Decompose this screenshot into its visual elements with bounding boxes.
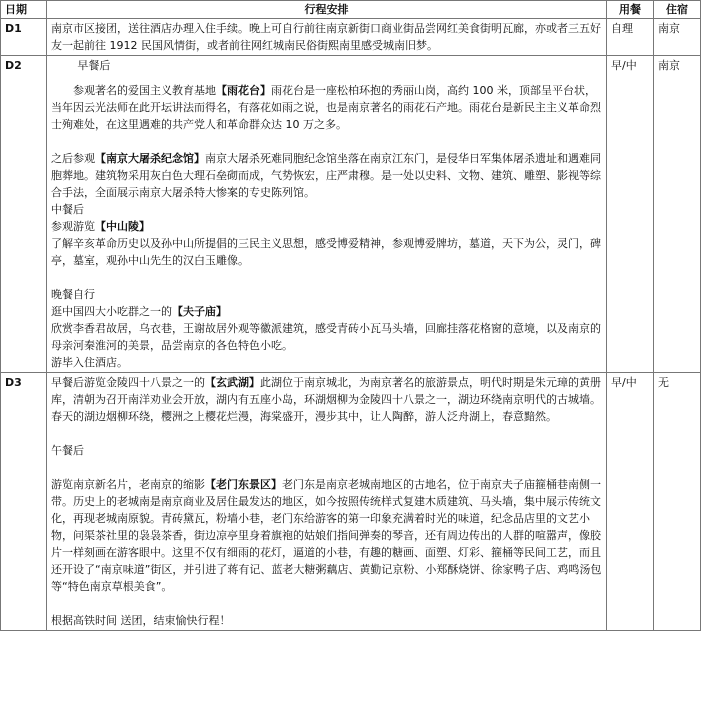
day-label: D3: [1, 373, 47, 631]
text: 逛中国四大小吃群之一的: [51, 305, 172, 318]
text: 之后参观: [51, 152, 95, 165]
header-plan: 行程安排: [47, 1, 607, 19]
day-row-d2: [1, 56, 701, 373]
header-date: 日期: [1, 1, 47, 19]
header-meal: 用餐: [607, 1, 654, 19]
attraction-name: 【雨花台】: [216, 84, 271, 97]
text: 南京大屠杀死难同胞纪念馆坐落在南京江东门，是侵华日军集体屠杀遗址和遇难同胞葬地。建筑物采用灰白色大理石垒砌而成，气势恢宏，庄严肃穆。是一处以史料、文物、建筑、雕塑、影视等综合手法，全面展示南京大屠杀特大惨案的专史陈列馆。: [51, 152, 601, 199]
attraction-name: 【中山陵】: [95, 220, 150, 233]
plan-paragraph: [51, 218, 602, 235]
day-label: D1: [1, 19, 47, 56]
spacer: [51, 595, 602, 612]
plan-paragraph: [51, 303, 602, 320]
day-plan: [47, 56, 607, 373]
text: 此湖位于南京城北，为南京著名的旅游景点，明代时期是朱元璋的黄册库，清朝为召开南洋劝业会开放，湖内有五座小岛，环湖烟柳为金陵四十八景之一，湖边环绕南京明代的古城墙。春天的湖边烟柳环绕，樱洲之上樱花烂漫，海棠盛开，漫步其中，让人陶醉，游人泛舟湖上，春意黯然。: [51, 376, 601, 423]
attraction-name: 【老门东景区】: [205, 478, 282, 491]
day-plan: [47, 19, 607, 56]
lunch-label: 中餐后: [51, 203, 84, 216]
stay-cell: 南京: [654, 19, 701, 56]
plan-paragraph: 游毕入住酒店。: [51, 356, 128, 369]
day-row-d1: [1, 19, 701, 56]
plan-paragraph: 了解辛亥革命历史以及孙中山所提倡的三民主义思想，感受博爱精神，参观博爱牌坊，墓道，天下为公，灵门，碑亭，墓室，观孙中山先生的汉白玉雕像。: [51, 237, 601, 267]
spacer: [51, 425, 602, 442]
plan-paragraph: [51, 150, 602, 201]
meal-cell: 早/中: [607, 373, 654, 631]
meal-cell: 早/中: [607, 56, 654, 373]
header-stay: 住宿: [654, 1, 701, 19]
attraction-name: 【夫子庙】: [172, 305, 227, 318]
spacer: [51, 133, 602, 150]
text: 雨花台是一座松柏环抱的秀丽山岗，高约 100 米，顶部呈平台状，当年因云光法师在此开坛讲法而得名，有落花如雨之说，也是南京著名的雨花石产地。雨花台是新民主主义革命烈士殉难处，在这里遇难的共产党人和革命群众达 10 万之多。: [51, 84, 601, 131]
text: 老门东是南京老城南地区的古地名，位于南京夫子庙箍桶巷南侧一带。历史上的老城南是南京商业及居住最发达的地区，如今按照传统样式复建木质建筑、马头墙，集中展示传统文化，再现老城南原貌。青砖黛瓦，粉墙小巷，老门东给游客的第一印象充满着时光的味道，纪念品店里的文艺小物，问渠茶社里的袅袅茶香，街边凉亭里身着旗袍的姑娘们指间弹奏的琴音，还有周边传出的人群的喧嚣声，像胶片一样刻画在游客眼中。这里不仅有细雨的花灯，逼道的小巷，有趣的糖画、面塑、灯彩、箍桶等民间工艺，而且还开设了“南京味道”街区，并引进了蒋有记、蓝老大糖粥藕店、黄勤记京粉、小郑酥烧饼、徐家鸭子店、鸡鸣汤包等“特色南京草根美食”。: [51, 478, 602, 593]
day-label: D2: [1, 56, 47, 373]
day-row-d3: [1, 373, 701, 631]
text: 游览南京新名片，老南京的缩影: [51, 478, 205, 491]
attraction-name: 【南京大屠杀纪念馆】: [95, 152, 205, 165]
meal-cell: 自理: [607, 19, 654, 56]
dinner-label: 晚餐自行: [51, 288, 95, 301]
stay-cell: 无: [654, 373, 701, 631]
plan-paragraph: 欣赏李香君故居，乌衣巷，王谢故居外观等徽派建筑，感受青砖小瓦马头墙，回廊挂落花格窗的意境，以及南京的母亲河秦淮河的美景，品尝南京的各色特色小吃。: [51, 322, 601, 352]
day-plan: [47, 373, 607, 631]
plan-paragraph: 南京市区接团，送往酒店办理入住手续。晚上可自行前往南京新街口商业街品尝网红美食街明瓦廊，亦或者三五好友一起前往 1912 民国风情街，或者前往网红城南民俗街熙南里感受城南旧梦。: [51, 22, 601, 52]
closing-line: 根据高铁时间 送团，结束愉快行程！: [51, 614, 231, 627]
spacer: [51, 459, 602, 476]
breakfast-label: 早餐后: [77, 59, 111, 72]
text: 参观著名的爱国主义教育基地: [73, 84, 216, 97]
plan-paragraph: [51, 476, 602, 595]
attraction-name: 【玄武湖】: [205, 376, 260, 389]
text: 参观游览: [51, 220, 95, 233]
plan-paragraph: [51, 374, 602, 425]
lunch-label: 午餐后: [51, 444, 84, 457]
header-row: [1, 1, 701, 19]
spacer: [51, 74, 602, 82]
plan-paragraph: [51, 82, 602, 133]
stay-cell: 南京: [654, 56, 701, 373]
spacer: [51, 269, 602, 286]
text: 早餐后游览金陵四十八景之一的: [51, 376, 205, 389]
